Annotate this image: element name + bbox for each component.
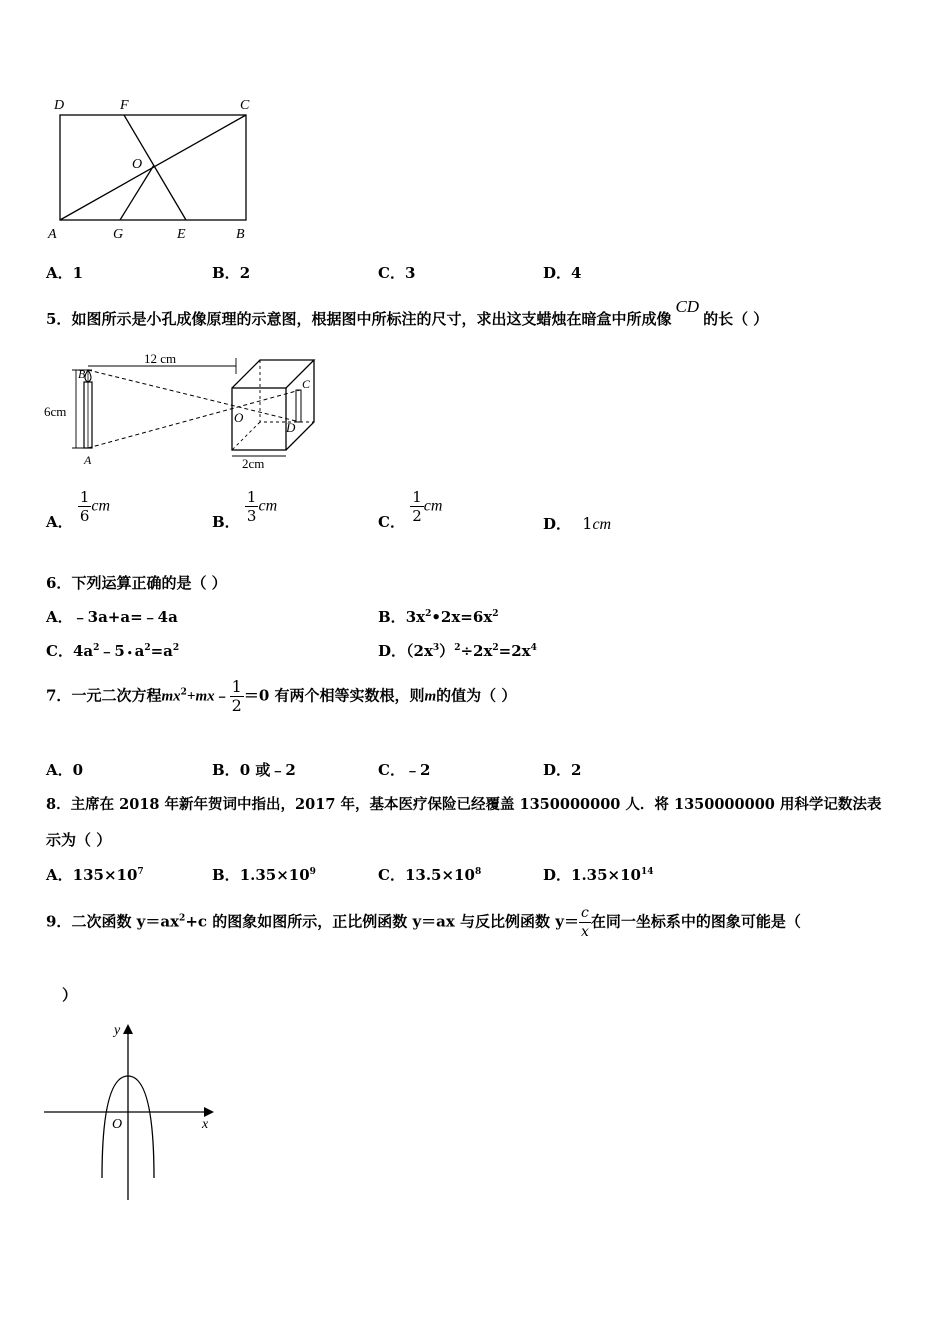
question-text: 下列运算正确的是（ ） [71, 574, 227, 592]
question-text: 一元二次方程 [71, 686, 162, 705]
label-e: E [177, 227, 186, 242]
question-text-end: ） [62, 986, 78, 1004]
label-d: D [286, 420, 296, 435]
q8-option-b[interactable] [212, 864, 316, 885]
q7-option-a[interactable] [46, 759, 83, 780]
q7-option-b[interactable] [212, 759, 296, 780]
q8-option-a[interactable] [46, 864, 144, 885]
label-f: F [120, 98, 129, 113]
option-label: C． [378, 866, 405, 884]
label-origin: O [112, 1117, 123, 1132]
exponent: 2 [425, 609, 432, 619]
option-label: A． [46, 608, 73, 626]
expr-part: =2x [498, 642, 531, 660]
q4-option-b[interactable] [212, 262, 250, 283]
expr-part: 4a [72, 642, 94, 660]
exponent: 2 [454, 643, 461, 653]
q5-option-c[interactable] [378, 488, 442, 532]
option-text: 3 [404, 264, 416, 282]
question-text: ＝0 有两个相等实数根，则 [243, 686, 425, 705]
expr-part: ） [439, 642, 455, 660]
option-text: 135×10 [72, 866, 138, 884]
ray-a [88, 390, 300, 448]
rectangle-figure [40, 92, 270, 247]
q8-option-d[interactable] [543, 864, 654, 885]
option-label: B． [212, 866, 240, 884]
option-value: 1 [582, 514, 593, 533]
expr-part: a [134, 642, 145, 660]
question-8-line2 [46, 829, 111, 850]
q6-option-b[interactable] [378, 606, 499, 627]
option-text: 0 [72, 761, 84, 779]
expr-part: ﹣5 [99, 642, 125, 660]
exponent: 2 [180, 687, 187, 698]
unit: cm [258, 497, 278, 515]
option-label: B． [212, 761, 240, 779]
expr-part: ÷2x [460, 642, 493, 660]
unit: cm [592, 516, 612, 533]
option-label: B． [212, 512, 240, 531]
pinhole-figure [42, 352, 332, 472]
y-axis-arrow [123, 1024, 133, 1034]
exponent: 2 [93, 643, 100, 653]
option-text: 13.5×10 [404, 866, 475, 884]
fraction-half: $\frac{1}{2}$ [231, 677, 242, 715]
option-label: D． [543, 761, 572, 779]
question-text: 示为（ ） [46, 831, 112, 849]
option-text: 4 [571, 264, 582, 282]
question-text: 二次函数 y＝ax [71, 912, 180, 931]
option-label: D． [378, 642, 407, 660]
option-label: A． [46, 761, 73, 779]
question-number: 7． [46, 686, 72, 705]
fraction: $\frac{1}{3}$ [246, 488, 257, 525]
option-text: 1.35×10 [239, 866, 310, 884]
option-label: C． [46, 642, 73, 660]
label-c: C [240, 98, 250, 113]
exponent: 3 [432, 643, 440, 653]
question-8 [46, 793, 881, 814]
question-text-end: 的长（ ） [703, 310, 769, 328]
q6-option-d[interactable] [378, 640, 537, 661]
question-5 [46, 297, 769, 329]
option-label: C． [378, 264, 405, 282]
math-var: m [424, 688, 437, 705]
question-text: 主席在 2018 年新年贺词中指出，2017 年，基本医疗保险已经覆盖 1350000000 人．将 1350000000 用科学记数法表 [70, 796, 882, 813]
option-label: B． [378, 608, 406, 626]
unit: cm [423, 497, 443, 515]
question-9-close [62, 984, 77, 1005]
label-c: C [302, 377, 311, 391]
exponent: 2 [179, 913, 186, 924]
fraction: $\frac{1}{2}$ [412, 488, 422, 525]
option-text: ﹣3a+a=﹣4a [72, 608, 178, 626]
parabola-figure [40, 1016, 220, 1206]
question-text: +c 的图象如图所示，正比例函数 y＝ax 与反比例函数 y＝ [185, 912, 579, 931]
q6-option-a[interactable] [46, 606, 178, 627]
label-y: y [114, 1023, 121, 1038]
expr-part: =a [150, 642, 173, 660]
x-axis-arrow [204, 1107, 214, 1117]
minus-sign: ﹣ [214, 686, 230, 705]
fraction-c-over-x: $\frac{c}{x}$ [581, 905, 589, 940]
option-label: C． [378, 512, 405, 531]
exponent: 2 [492, 643, 499, 653]
label-a: A [84, 453, 92, 467]
label-b: B [236, 227, 245, 242]
dim-2cm: 2cm [242, 456, 265, 471]
option-text: 1 [72, 264, 84, 282]
option-text: 1.35×10 [571, 866, 641, 884]
question-text: 在同一坐标系中的图象可能是（ [590, 912, 801, 931]
label-a: A [48, 227, 57, 242]
label-x: x [202, 1117, 209, 1132]
option-label: D． [543, 264, 572, 282]
math-var: +mx [186, 688, 215, 705]
question-6 [46, 572, 227, 593]
question-9 [46, 904, 801, 941]
option-label: B． [212, 264, 240, 282]
exponent: 7 [137, 867, 144, 877]
exponent: 2 [144, 643, 151, 653]
label-o: O [234, 410, 244, 425]
expr-part: 3x [405, 608, 426, 626]
dot-separator: • [126, 649, 133, 659]
question-number: 9． [46, 912, 72, 931]
exponent: 2 [492, 609, 499, 619]
option-label: C． [378, 761, 405, 779]
label-o: O [132, 157, 143, 172]
option-text: ﹣2 [404, 761, 431, 779]
exponent: 8 [474, 867, 482, 877]
exponent: 14 [641, 867, 654, 877]
question-number: 8． [46, 796, 71, 813]
q5-option-a[interactable] [46, 488, 110, 532]
question-7 [46, 678, 516, 715]
q5-option-b[interactable] [212, 488, 277, 532]
dim-12cm: 12 cm [144, 352, 177, 366]
q4-option-a[interactable] [46, 262, 83, 283]
q7-option-c[interactable] [378, 759, 430, 780]
q8-option-c[interactable] [378, 864, 481, 885]
exponent: 9 [309, 867, 316, 877]
label-d: D [54, 98, 65, 113]
exponent: 4 [530, 643, 537, 653]
q5-option-d[interactable] [543, 513, 611, 534]
question-text: 如图所示是小孔成像原理的示意图，根据图中所标注的尺寸，求出这支蜡烛在暗盒中所成像 [71, 310, 672, 328]
segment-cd: CD [675, 297, 700, 316]
fraction: $\frac{1}{6}$ [79, 488, 90, 525]
candle-image [296, 390, 301, 422]
ray-b [88, 370, 300, 422]
line-og [120, 165, 154, 220]
q7-option-d[interactable] [543, 759, 581, 780]
exponent: 2 [172, 643, 180, 653]
option-text: 2 [571, 761, 582, 779]
label-b: B [78, 367, 86, 381]
option-label: D． [543, 866, 572, 884]
option-label: A． [46, 866, 73, 884]
question-text-end: 的值为（ ） [436, 686, 517, 705]
q4-option-c[interactable] [378, 262, 415, 283]
option-text: 2 [239, 264, 251, 282]
unit: cm [91, 497, 111, 515]
q4-option-d[interactable] [543, 262, 581, 283]
label-g: G [113, 227, 124, 242]
expr-part: （2x [406, 642, 433, 660]
math-var: mx [161, 688, 181, 705]
option-label: A． [46, 512, 73, 531]
option-label: D． [543, 515, 572, 533]
expr-part: •2x=6x [431, 608, 493, 626]
q6-option-c[interactable] [46, 640, 179, 661]
option-label: A． [46, 264, 73, 282]
question-number: 6． [46, 574, 72, 592]
question-number: 5． [46, 310, 72, 328]
dim-6cm: 6cm [44, 404, 67, 419]
option-text: 0 或﹣2 [239, 761, 296, 779]
